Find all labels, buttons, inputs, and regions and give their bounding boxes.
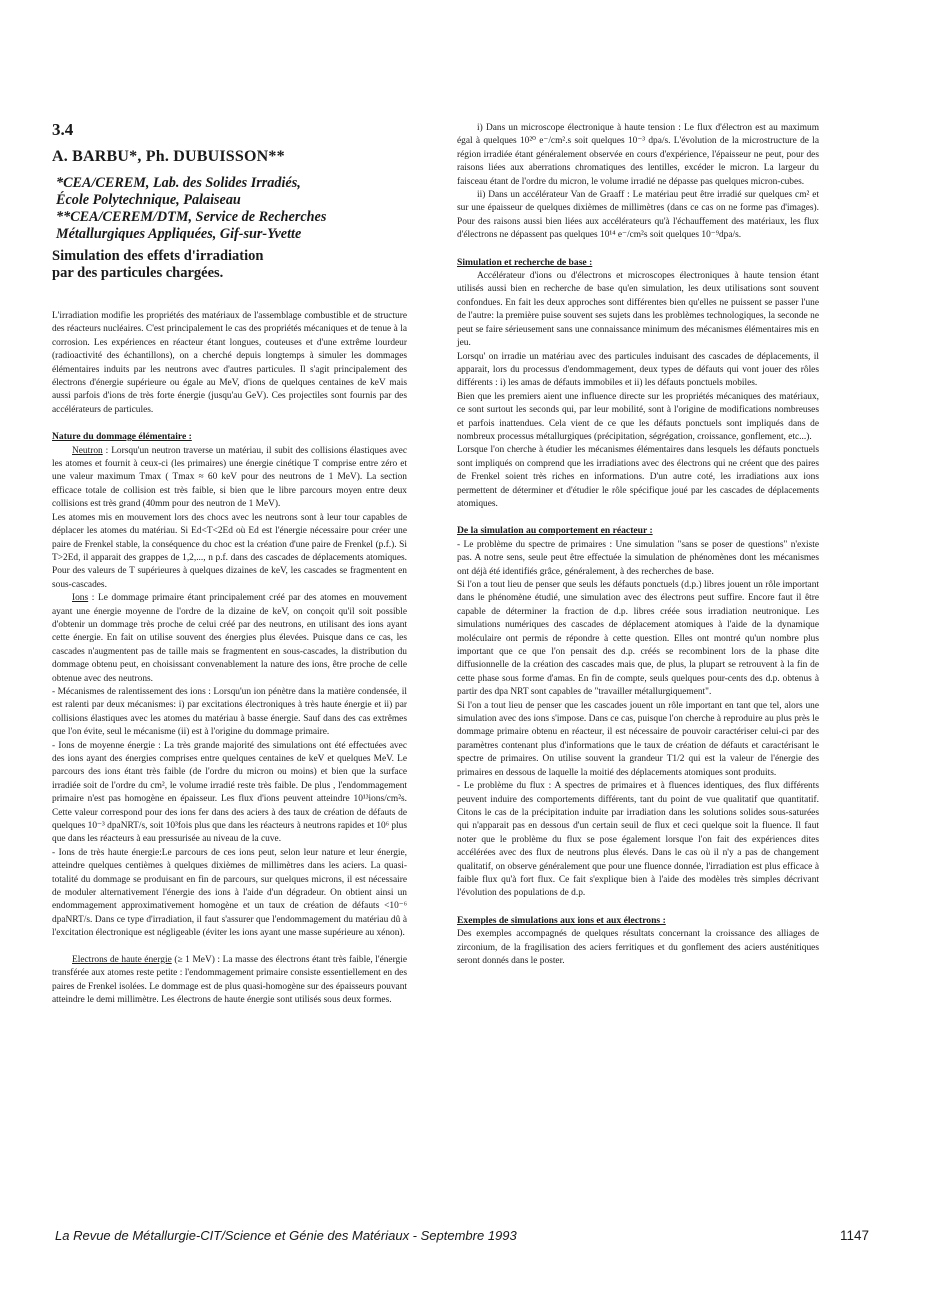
moyenne-energie-paragraph: - Ions de moyenne énergie : La très grande majorité des simulations ont été effectuées avec des ions ayant des énergies comprises entre quelques centaines de keV et quelques MeV. Le parcours des ions étant très faible (de l'ordre du micron ou moins) et bien que la surface irradiée soit de l'ordre du cm², le volume irradié reste très faible. De plus , l'endommagement primaire n'est pas homogène en épaisseur. Les flux d'ions peuvent atteindre 10¹³ions/cm²s. Cette valeur correspond pour des ions fer dans des aciers à des taux de création de défauts de quelques 10⁻³ dpaNRT/s, soit 10³fois plus que dans les réacteurs à neutrons rapides et 10⁶ plus que dans les réacteurs à eau pressurisée au niveau de la cuve. xyxy=(52,740,407,845)
affiliation-line: *CEA/CEREM, Lab. des Solides Irradiés, xyxy=(56,175,301,191)
reacteur-heading: De la simulation au comportement en réacteur : xyxy=(457,525,653,537)
left-column xyxy=(52,310,407,1007)
affiliation-line: **CEA/CEREM/DTM, Service de Recherches xyxy=(56,209,327,225)
haute-energie-paragraph: - Ions de très haute énergie:Le parcours de ces ions peut, selon leur nature et leur énergie, atteindre quelques centièmes à quelques dixièmes de millimètres dans les aciers. La quasi-totalité du dommage se produisant en fin de parcours, sur quelques microns, il est nécessaire de moduler alternativement l'énergie des ions à l'aide d'un dégradeur. On obtient ainsi un endommagement approximativement homogène et un taux de création de défauts <10⁻⁶ dpaNRT/s. Dans ce type d'irradiation, il faut s'assurer que l'endommagement du matériau dû à l'excitation électronique est négligeable (éviter les ions ayant une masse supérieure au xénon). xyxy=(52,847,407,939)
ions-label: Ions xyxy=(72,593,89,604)
reacteur-paragraph-2: Si l'on a tout lieu de penser que seuls les défauts ponctuels (d.p.) libres jouent un rôle important dans le phénomène étudié, une simulation avec des électrons peut suffire. Encore faut il être capable de déterminer la fraction de d.p. libres créée sous irradiation neutronique. Les simulations numériques des cascades de déplacement atomiques à l'aide de la dynamique moléculaire ont permis de répondre à cette question. Elles ont montré qu'un nombre plus important que ce que l'on pensait des d.p. créés se recombinent lors de la phase dite diffusionnelle de la création des cascades mais que, de plus, la plupart se retrouvent à la fin de cette phase sous forme d'amas. En fin de compte, seuls quelques pour-cents des d.p. obtenus à partir des dpa NRT sont capables de "travailler métallurgiquement". xyxy=(457,580,819,698)
section-number: 3.4 xyxy=(52,120,74,139)
title-line: par des particules chargées. xyxy=(52,264,224,281)
simulation-paragraph-3: Bien que les premiers aient une influence directe sur les propriétés mécaniques des matériaux, ce sont surtout les seconds qui, par leur mobilité, sont à l'origine de modifications nombreuses et parfois inattendues. Cela vient de ce que les défauts ponctuels sont impliqués dans de nombreux processus métallurgiques (précipitation, ségrégation, croissance, gonflement, etc...). xyxy=(457,391,819,442)
affiliations xyxy=(56,175,356,243)
reacteur-paragraph-4: - Le problème du flux : A spectres de primaires et à fluences identiques, des flux différents peuvent induire des comportements différents, tant du point de vue qualitatif que quantitatif. Citons le cas de la précipitation induite par irradiation dans les solutions solides sous-saturées qui n'apparait pas en dessous d'un certain seuil de flux et ceci quelque soit la fluence. Il faut noter que le problème du flux se pose également lorsque l'on fait des expériences dites accélérées avec des flux de neutrons plus élevés. Dans le cas où il n'y a pas de changement qualitatif, on observe généralement que pour une fluence donnée, l'irradiation est plus efficace à faible flux qu'à fort flux. Ce fait s'explique bien à l'aide des modèles très simples décrivant l'évolution des populations de d.p. xyxy=(457,781,819,899)
neutron-paragraph xyxy=(52,445,407,512)
title-line: Simulation des effets d'irradiation xyxy=(52,248,264,264)
neutron-paragraph-2: Les atomes mis en mouvement lors des chocs avec les neutrons sont à leur tour capables de déplacer les atomes du matériau. Si Ed<T<2Ed où Ed est l'énergie nécessaire pour créer une paire de Frenkel stable, la conséquence du choc est la création d'une paire de Frenkel (p.f.). Si T>2Ed, il apparait des grappes de 1,2,..., n p.f. dans des cascades de déplacements atomiques. Pour des valeurs de T supérieures à quelques dizaines de keV, les cascades se fragmentent en sous-cascades. xyxy=(52,512,407,590)
microscope-paragraph: i) Dans un microscope électronique à haute tension : Le flux d'électron est au maximum égal à quelques 10²⁰ e⁻/cm².s soit quelques 10⁻³ dpa/s. L'évolution de la microstructure de la région irradiée étant généralement observée en cours d'expérience, l'épaisseur ne peut, pour des raisons liées aux aberrations chromatiques des lentilles, excéder le micron. La largeur du faisceau étant de l'ordre du micron, le volume irradié ne dépasse pas quelques micron-cubes. xyxy=(457,123,819,187)
affiliation-line: Métallurgiques Appliquées, Gif-sur-Yvette xyxy=(56,226,302,242)
reacteur-paragraph-1: - Le problème du spectre de primaires : Une simulation "sans se poser de questions" n'existe pas. A notre sens, seule peut être effectuée la simulation de phénomènes dont les mécanismes ont déjà été identifiés grâce, généralement, à des recherches de base. xyxy=(457,539,819,577)
article-title xyxy=(52,248,352,281)
electrons-paragraph xyxy=(52,954,407,1008)
nature-heading-block xyxy=(52,430,407,444)
simulation-paragraph-2: Lorsqu' on irradie un matériau avec des particules induisant des cascades de déplacements, il apparait, lors du processus d'endommagement, deux types de défauts qui vont jouer des rôles différents : i) les amas de défauts immobiles et ii) les défauts ponctuels mobiles. xyxy=(457,351,819,389)
reacteur-heading-block xyxy=(457,524,819,538)
neutron-text: : Lorsqu'un neutron traverse un matériau, il subit des collisions élastiques avec les atomes et fournit à ceux-ci (les primaires) une énergie cinétique T comprise entre zéro et une valeur maximum Tmax ( Tmax ≈ 60 keV pour des neutrons de 1 MeV). La section efficace totale de collision est très faible, si bien que le libre parcours moyen entre deux collisions est très grand (40mm pour des neutron de 1 MeV). xyxy=(52,445,407,510)
simulation-paragraph-1: Accélérateur d'ions ou d'électrons et microscopes électroniques à haute tension étant utilisés aussi bien en recherche de base qu'en simulation, les deux utilisations sont souvent confondues. En fait les deux approches sont différentes bien qu'elles ne puissent se passer l'une de l'autre: la première puise souvent ses sujets dans les problèmes technologiques, la seconde ne peut se faire sérieusement sans une connaissance minimum des mécanismes élémentaires mis en jeu. xyxy=(457,271,819,349)
page-number: 1147 xyxy=(840,1228,870,1243)
electrons-label: Electrons de haute énergie xyxy=(72,954,172,965)
neutron-label: Neutron xyxy=(72,445,103,456)
nature-heading: Nature du dommage élémentaire : xyxy=(52,431,192,443)
authors: A. BARBU*, Ph. DUBUISSON** xyxy=(52,148,285,165)
affiliation-line: École Polytechnique, Palaiseau xyxy=(56,192,241,208)
ions-paragraph xyxy=(52,592,407,686)
right-column xyxy=(457,122,819,968)
journal-footer: La Revue de Métallurgie-CIT/Science et Génie des Matériaux - Septembre 1993 xyxy=(55,1228,517,1243)
exemples-paragraph: Des exemples accompagnés de quelques résultats concernant la croissance des alliages de zirconium, de la fragilisation des aciers ferritiques et du gonflement des aciers austénitiques seront donnés dans le poster. xyxy=(457,929,819,966)
ions-text: : Le dommage primaire étant principalement créé par des atomes en mouvement ayant une énergie moyenne de l'ordre de la dizaine de keV, on conçoit qu'il soit possible d'obtenir un dommage très proche de celui créé par des neutrons, en utilisant des ions ayant cette énergie. En fait on utilise souvent des énergies plus élevées. Puisque dans ce cas, les cascades n'augmentent pas de taille mais se fragmentent en sous-cascades, la distribution du dommage obtenu peut, en choisissant convenablement la nature des ions, être proche de celle obtenue avec des neutrons. xyxy=(52,593,407,684)
electrons-text: (≥ 1 MeV) : La masse des électrons étant très faible, l'énergie transférée aux atomes reste petite : l'endommagement primaire consiste essentiellement en des paires de Frenkel isolées. Le dommage est de plus quasi-homogène sur des épaisseurs pouvant atteindre le demi millimètre. Les électrons de haute énergie sont utilisés sous deux formes. xyxy=(52,954,407,1005)
exemples-heading-block xyxy=(457,914,819,928)
reacteur-paragraph-3: Si l'on a tout lieu de penser que les cascades jouent un rôle important en tant que tel, alors une simulation avec des ions s'impose. Dans ce cas, puisque l'on cherche à reproduire au plus près le dommage primaire obtenu en réacteur, il est nécessaire de pouvoir caractériser celui-ci par des paramètres contenant plus d'informations que le taux de création de défauts et caractérisant le spectre de primaires. On utilise souvent la grandeur T1/2 qui est la valeur de l'énergie des primaires en dessous de laquelle la moitié des déplacements atomiques sont produits. xyxy=(457,700,819,778)
exemples-heading: Exemples de simulations aux ions et aux électrons : xyxy=(457,914,666,926)
van-de-graaff-paragraph: ii) Dans un accélérateur Van de Graaff : Le matériau peut être irradié sur quelques cm² et sur une épaisseur de quelques dixièmes de millimètres (dans ce cas on ne forme pas d'images). Pour des raisons aussi bien liées aux accélérateurs qu'à l'échauffement des matériaux, les flux d'électrons ne dépassent pas quelques 10¹⁴ e⁻/cm²s soit quelques 10⁻⁹dpa/s. xyxy=(457,190,819,241)
mecanismes-paragraph: - Mécanismes de ralentissement des ions : Lorsqu'un ion pénètre dans la matière condensée, il est ralenti par deux mécanismes: i) par excitations électroniques à très haute énergie et ii) par collisions élastiques avec les atomes du matériau à basse énergie. Sauf dans des cas extrêmes que l'on évite, seul le mécanisme (ii) est à l'origine du dommage primaire. xyxy=(52,686,407,738)
simulation-heading: Simulation et recherche de base : xyxy=(457,256,593,268)
simulation-heading-block xyxy=(457,256,819,270)
simulation-paragraph-4: Lorsque l'on cherche à étudier les mécanismes élémentaires dans lesquels les défauts ponctuels sont impliqués on comprend que les irradiations avec des électrons qui ne créent que des paires de Frenkel soient très riches en informations. D'un autre coté, les irradiations aux ions permettent de déterminer et d'étudier le rôle spécifique joué par les cascades de déplacements atomiques. xyxy=(457,445,819,509)
intro-paragraph: L'irradiation modifie les propriétés des matériaux de l'assemblage combustible et de structure des réacteurs nucléaires. C'est principalement le cas des propriétés mécaniques et de tenue à la corrosion. Les expériences en réacteur étant longues, couteuses et d'une extrême lourdeur (radioactivité des échantillons), on a cherché depuis longtemps à simuler les dommages élémentaires induits par les neutrons avec d'autres particules. Il s'agit principalement des électrons d'énergie supérieure ou égale au MeV, d'ions de quelques centaines de keV mais aussi parfois d'ions de très forte énergie (jusqu'au GeV). Ces projectiles sont fournis par des accélérateurs de particules. xyxy=(52,311,407,415)
